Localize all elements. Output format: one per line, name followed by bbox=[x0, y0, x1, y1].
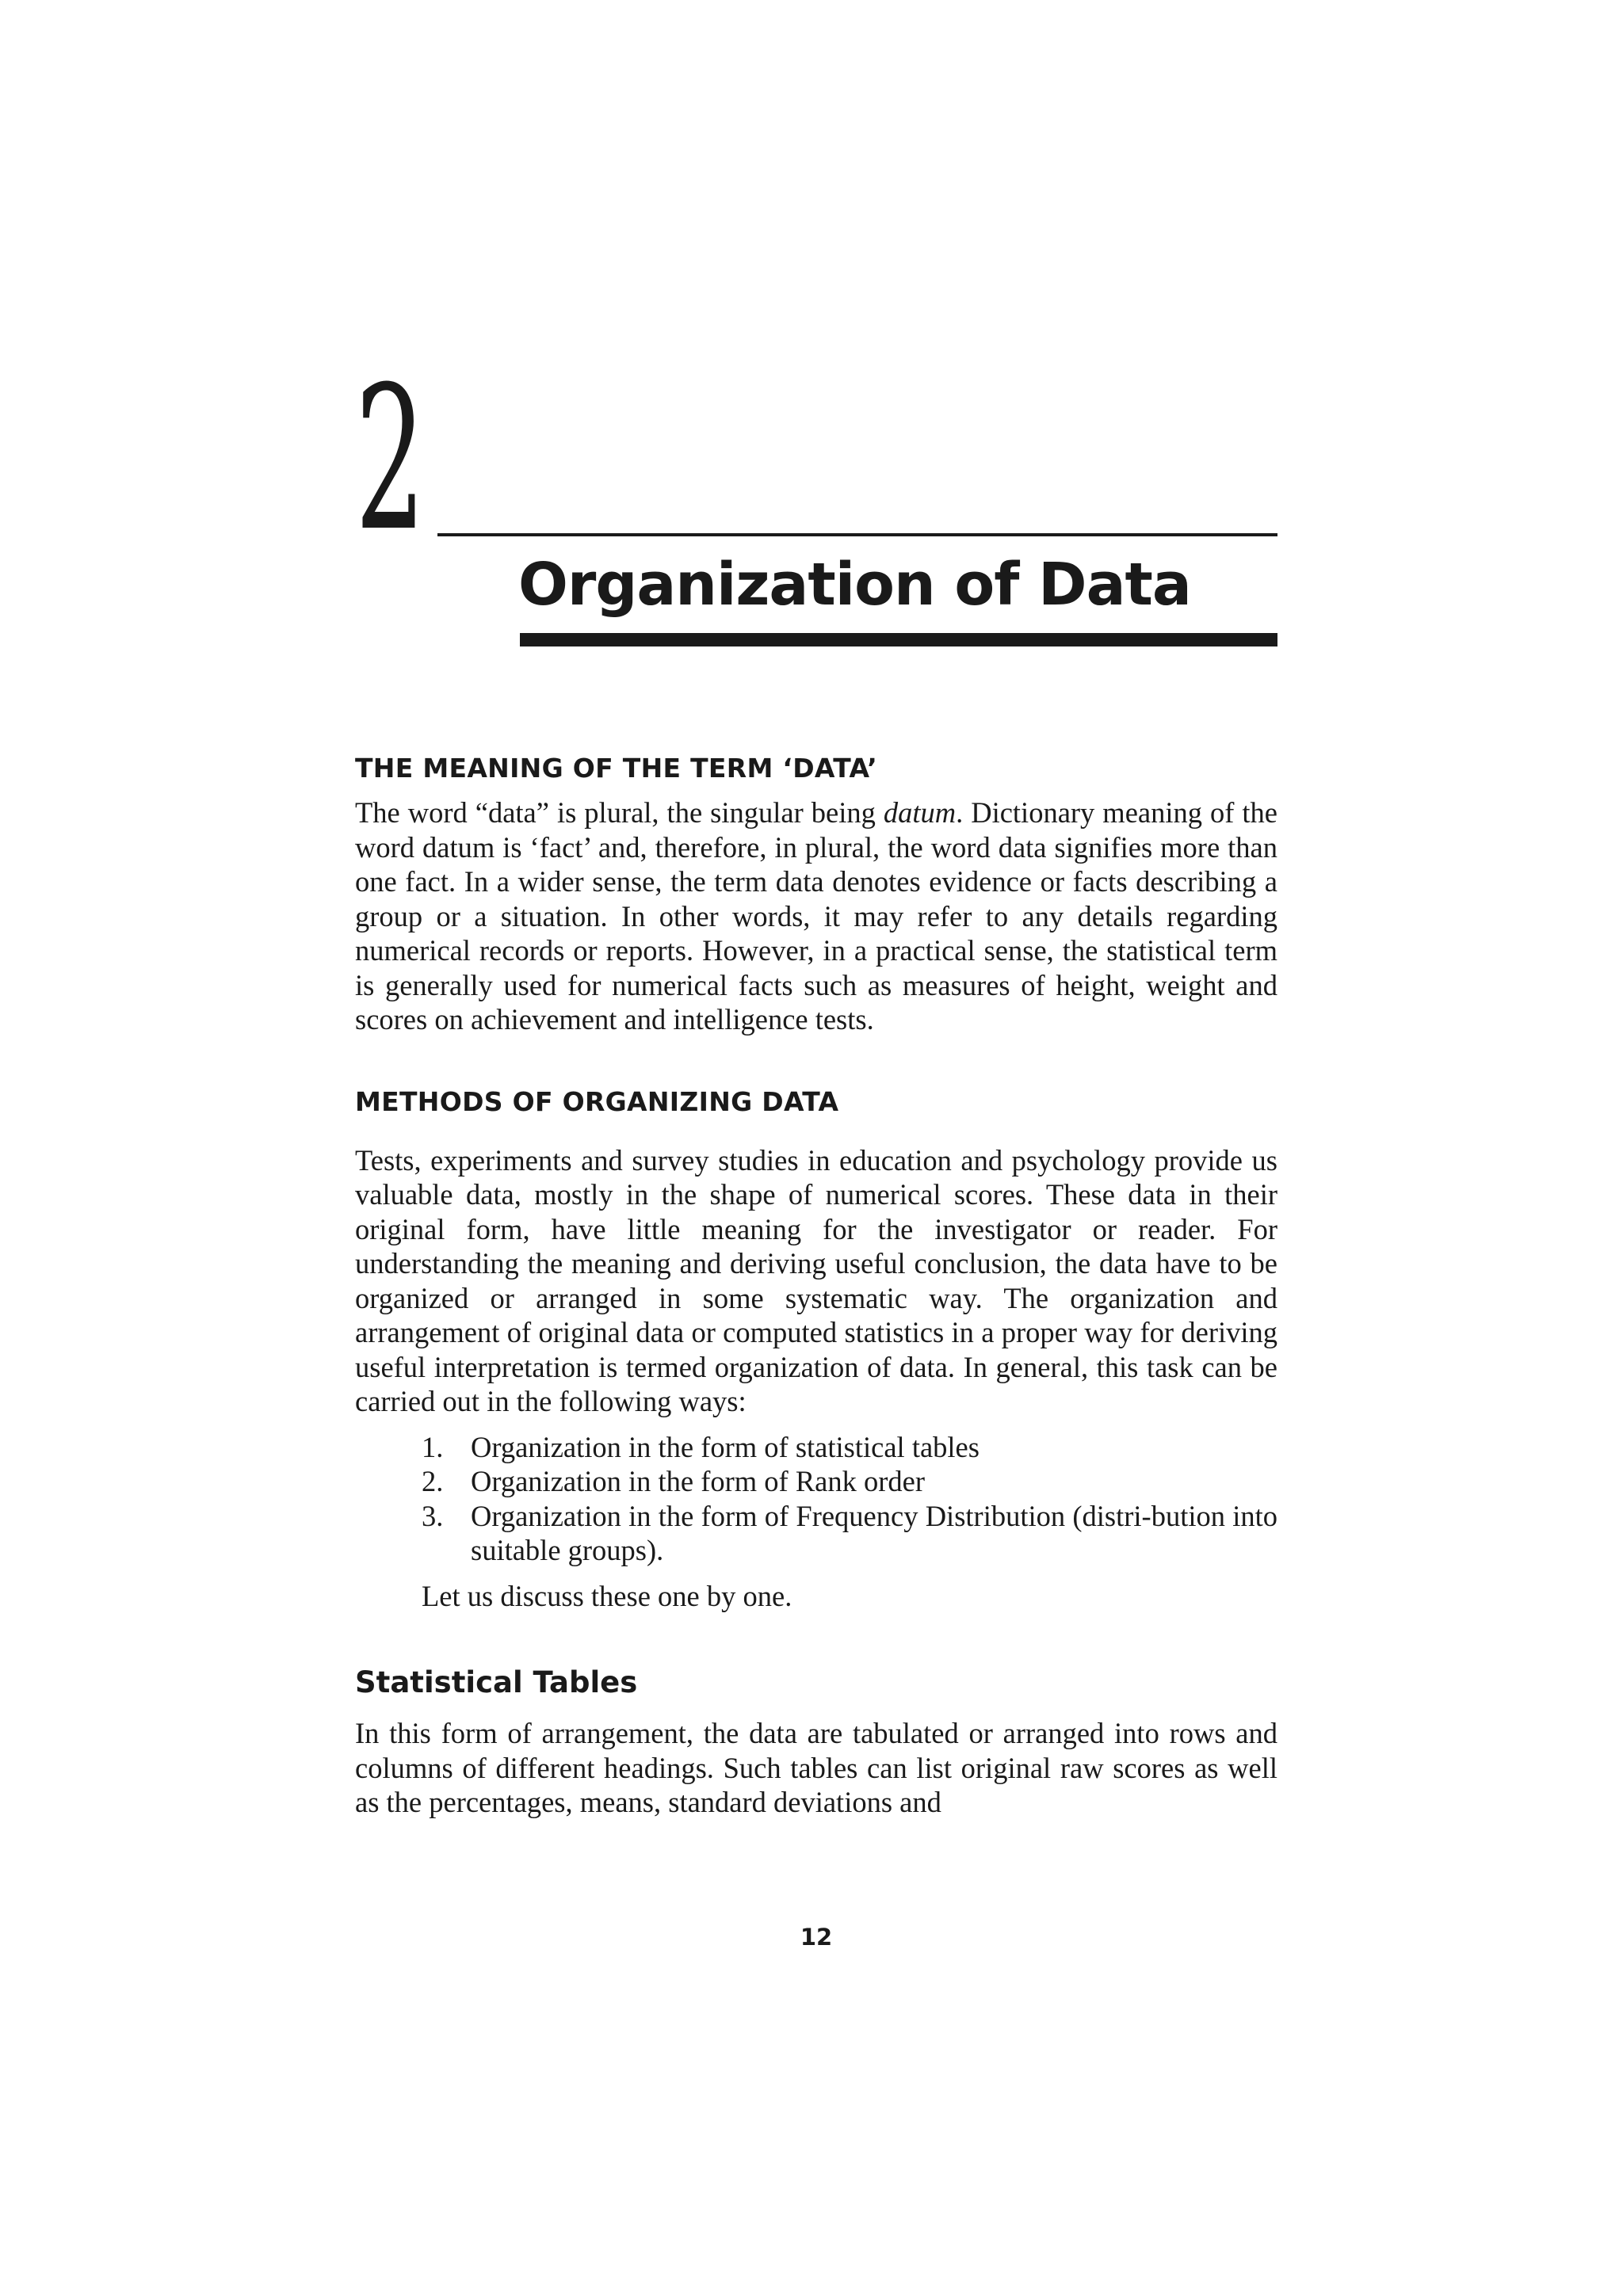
title-rule-bottom bbox=[520, 633, 1277, 646]
list-item bbox=[422, 1430, 1277, 1465]
list-item-number: 2. bbox=[422, 1465, 444, 1497]
title-rule-top bbox=[437, 533, 1277, 536]
paragraph-statistical-tables: In this form of arrangement, the data are tabulated or arranged into rows and columns of different headings. Such tables can list original raw scores as well as the percentages, means, standard deviations and bbox=[355, 1717, 1277, 1818]
section-heading-statistical-tables: Statistical Tables bbox=[355, 1665, 638, 1699]
paragraph-methods: Tests, experiments and survey studies in education and psychology provide us valuable data, mostly in the shape of numerical scores. These data in their original form, have little meaning for the investigator or reader. For understanding the meaning and deriving useful conclusion, the data have to be organized or arranged in some systematic way. The organization and arrangement of original data or computed statistics in a proper way for deriving useful interpretation is termed organization of data. In general, this task can be carried out in the following ways: bbox=[355, 1143, 1277, 1417]
spacer bbox=[355, 1037, 1277, 1078]
paragraph-meaning bbox=[355, 795, 1277, 1037]
chapter-number: 2 bbox=[355, 344, 426, 574]
list-item-text: Organization in the form of statistical tables bbox=[471, 1430, 980, 1463]
chapter-title: Organization of Data bbox=[518, 551, 1191, 619]
list-item-number: 3. bbox=[422, 1499, 444, 1532]
paragraph-meaning-part-2: . Dictionary meaning of the word datum is ‘fact’ and, therefore, in plural, the word data signifies more than one fact. In a wider sense, the term data denotes evidence or facts describing a group or a situation. In other words, it may refer to any details regarding numerical records or reports. However, in a practical sense, the statistical term is generally used for numerical facts such as measures of height, weight and scores on achievement and intelligence tests. bbox=[355, 796, 1277, 1035]
list-item bbox=[422, 1464, 1277, 1499]
methods-list bbox=[355, 1430, 1277, 1568]
list-item-text: Organization in the form of Frequency Distribution (distri-bution into suitable groups). bbox=[471, 1499, 1277, 1566]
spacer bbox=[355, 1613, 1277, 1659]
list-item-number: 1. bbox=[422, 1430, 444, 1463]
paragraph-after-list: Let us discuss these one by one. bbox=[422, 1579, 792, 1612]
list-item bbox=[422, 1499, 1277, 1568]
section-heading-methods: METHODS OF ORGANIZING DATA bbox=[355, 1085, 839, 1117]
page-number: 12 bbox=[800, 1924, 833, 1951]
spacer bbox=[355, 1129, 1277, 1143]
term-datum: datum bbox=[883, 796, 957, 829]
section-heading-meaning: THE MEANING OF THE TERM ‘DATA’ bbox=[355, 753, 878, 784]
body-content bbox=[355, 745, 1277, 1820]
paragraph-meaning-part-1: The word “data” is plural, the singular being bbox=[355, 796, 884, 829]
list-item-text: Organization in the form of Rank order bbox=[471, 1465, 926, 1497]
